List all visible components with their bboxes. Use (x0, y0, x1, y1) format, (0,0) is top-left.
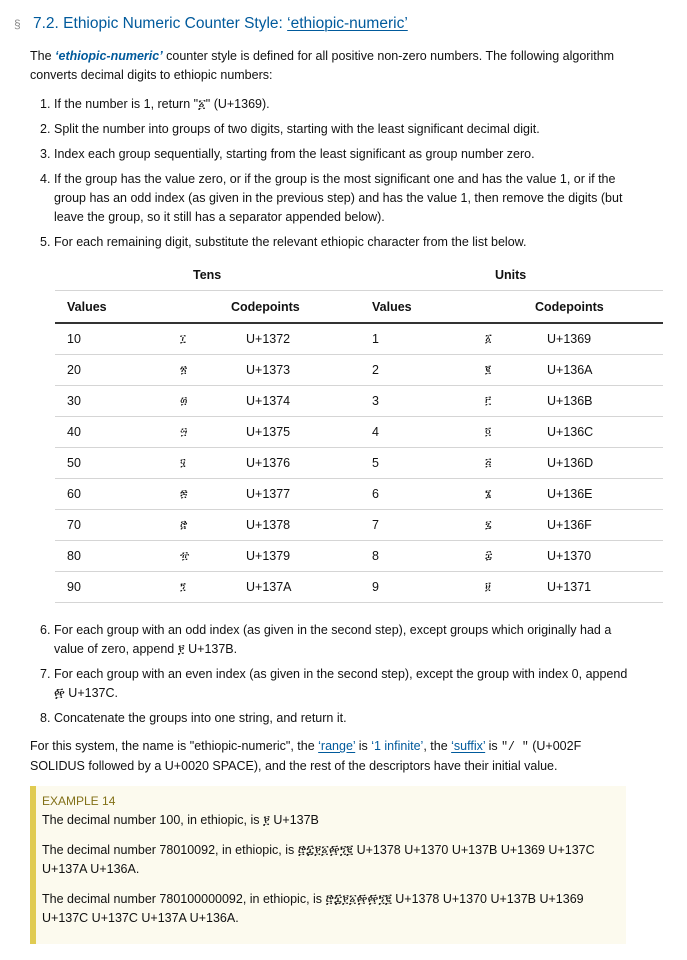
tens-char: ፳ (180, 364, 188, 376)
units-codepoint: U+136F (547, 518, 592, 532)
tens-value: 70 (67, 518, 81, 532)
units-codepoint: U+136D (547, 456, 594, 470)
list-item (30, 170, 640, 227)
intro-term: ‘ethiopic-numeric’ (55, 49, 163, 63)
units-char: ፫ (485, 395, 492, 407)
section-number: 7.2. (33, 15, 59, 32)
units-value: 9 (372, 580, 379, 594)
tens-char: ፲ (180, 333, 186, 345)
step-text: For each remaining digit, substitute the relevant ethiopic character from the list below. (54, 235, 527, 249)
system-text-3: , the (423, 739, 452, 753)
tens-codepoint: U+1378 (246, 518, 291, 532)
system-descriptor-paragraph (30, 737, 630, 776)
tens-char: ፹ (180, 550, 190, 562)
list-item (30, 621, 640, 659)
tens-char: ፸ (180, 519, 188, 531)
tens-value: 10 (67, 332, 81, 346)
suffix-value: "/ " (501, 741, 529, 754)
tens-codepoint: U+1372 (246, 332, 291, 346)
intro-after: counter style is defined for all positive non-zero numbers. The following algorithm converts decimal digits to ethiopic numbers: (30, 49, 615, 82)
table-row (55, 417, 663, 448)
tens-char: ፶ (180, 457, 186, 469)
tens-char: ፵ (180, 426, 188, 438)
system-text-1: For this system, the name is "ethiopic-numeric", the (30, 739, 319, 753)
step-number: 7. (40, 667, 51, 681)
step-text: Index each group sequentially, starting from the least significant as group number zero. (54, 147, 535, 161)
step-text: For each group with an odd index (as given in the second step), except groups which originally had a value of zero, append ፻ U+137B. (54, 623, 612, 656)
tens-char: ፴ (180, 395, 188, 407)
units-codepoint: U+136A (547, 363, 593, 377)
tens-codepoint: U+1376 (246, 456, 291, 470)
units-codepoint: U+1369 (547, 332, 592, 346)
range-link[interactable]: ‘range’ (318, 739, 356, 753)
table-row (55, 479, 663, 510)
units-codepoint: U+136E (547, 487, 593, 501)
units-char: ፱ (485, 581, 491, 593)
tens-codepoint: U+1373 (246, 363, 291, 377)
units-value: 2 (372, 363, 379, 377)
units-codepoint: U+1371 (547, 580, 592, 594)
table-group-units: Units (495, 268, 527, 282)
example-title: EXAMPLE 14 (42, 794, 116, 808)
table-row (55, 541, 663, 572)
example-line: The decimal number 780100000092, in ethiopic, is ፸፰፻፩፼፼፺፪ U+1378 U+1370 U+137B U+1369 U+137C U+137C U+137A U+136A. (42, 892, 584, 925)
step-number: 6. (40, 623, 51, 637)
units-value: 3 (372, 394, 379, 408)
header-tens-codepoints: Codepoints (231, 300, 300, 314)
table-row (55, 355, 663, 386)
header-tens-values: Values (67, 300, 107, 314)
step-text: Split the number into groups of two digits, starting with the least significant decimal digit. (54, 122, 540, 136)
units-codepoint: U+136C (547, 425, 594, 439)
tens-codepoint: U+1377 (246, 487, 291, 501)
units-char: ፮ (485, 488, 492, 500)
intro-paragraph (30, 47, 630, 85)
system-text-5: (U+002F SOLIDUS followed by a U+0020 SPACE), and the rest of the descriptors have their initial value. (30, 739, 582, 773)
tens-char: ፺ (180, 581, 186, 593)
tens-codepoint: U+1375 (246, 425, 291, 439)
tens-codepoint: U+1374 (246, 394, 291, 408)
example-box (30, 786, 626, 944)
algorithm-steps-part2 (30, 621, 640, 734)
system-text-4: is (485, 739, 502, 753)
units-value: 7 (372, 518, 379, 532)
units-value: 8 (372, 549, 379, 563)
units-char: ፯ (485, 519, 492, 531)
tens-char: ፷ (180, 488, 188, 500)
step-text: For each group with an even index (as given in the second step), except the group with index 0, append ፼ U+137C. (54, 667, 628, 700)
units-char: ፬ (485, 426, 492, 438)
table-row (55, 510, 663, 541)
list-item (30, 233, 640, 252)
list-item (30, 120, 640, 139)
table-row (55, 572, 663, 603)
units-char: ፰ (485, 550, 493, 562)
suffix-link[interactable]: ‘suffix’ (451, 739, 486, 753)
units-value: 5 (372, 456, 379, 470)
section-anchor-link[interactable]: § (14, 17, 21, 31)
units-value: 6 (372, 487, 379, 501)
tens-value: 50 (67, 456, 81, 470)
list-item (30, 145, 640, 164)
example-line: The decimal number 78010092, in ethiopic, is ፸፰፻፩፼፺፪ U+1378 U+1370 U+137B U+1369 U+137C U+137A U+136A. (42, 843, 595, 876)
table-body (55, 324, 663, 603)
section-heading (14, 14, 408, 34)
tens-value: 20 (67, 363, 81, 377)
list-item (30, 709, 640, 728)
header-units-values: Values (372, 300, 412, 314)
algorithm-steps-part1 (30, 95, 640, 258)
table-row (55, 448, 663, 479)
table-header-row (55, 290, 663, 324)
step-text: If the number is 1, return "፩" (U+1369). (54, 97, 270, 111)
step-text: If the group has the value zero, or if the group is the most significant one and has the value 1, or if the group has an odd index (as given in the previous step) and has the value 1, then remove the digits (but leave the group, so it still has a separator appended below). (54, 172, 623, 224)
tens-value: 90 (67, 580, 81, 594)
example-line: The decimal number 100, in ethiopic, is ፻ U+137B (42, 813, 319, 827)
tens-codepoint: U+137A (246, 580, 292, 594)
list-item (30, 95, 640, 114)
system-text-2: is (355, 739, 372, 753)
step-number: 4. (40, 172, 51, 186)
units-char: ፭ (485, 457, 492, 469)
step-number: 3. (40, 147, 51, 161)
heading-term-link[interactable]: ‘ethiopic-numeric’ (287, 15, 408, 32)
list-item (30, 665, 640, 703)
table-group-tens: Tens (193, 268, 222, 282)
tens-value: 80 (67, 549, 81, 563)
units-value: 4 (372, 425, 379, 439)
table-row (55, 386, 663, 417)
table-row (55, 324, 663, 355)
units-char: ፩ (485, 333, 492, 345)
step-number: 5. (40, 235, 51, 249)
units-char: ፪ (485, 364, 492, 376)
step-number: 2. (40, 122, 51, 136)
tens-value: 30 (67, 394, 81, 408)
header-units-codepoints: Codepoints (535, 300, 604, 314)
tens-value: 40 (67, 425, 81, 439)
units-codepoint: U+136B (547, 394, 593, 408)
section-title: Ethiopic Numeric Counter Style: (63, 15, 283, 32)
tens-codepoint: U+1379 (246, 549, 291, 563)
units-value: 1 (372, 332, 379, 346)
step-number: 8. (40, 711, 51, 725)
step-text: Concatenate the groups into one string, and return it. (54, 711, 347, 725)
intro-before: The (30, 49, 56, 63)
tens-value: 60 (67, 487, 81, 501)
range-value: ‘1 infinite’ (371, 739, 424, 753)
step-number: 1. (40, 97, 51, 111)
ethiopic-digit-table (55, 290, 663, 603)
units-codepoint: U+1370 (547, 549, 592, 563)
